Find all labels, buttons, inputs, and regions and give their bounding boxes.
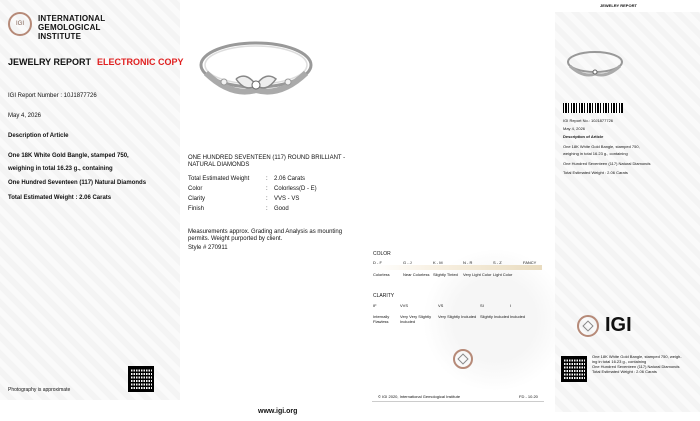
photo-note: Photography is approximate <box>8 387 71 393</box>
website: www.igi.org <box>258 408 298 415</box>
igi-seal-icon: IGI <box>8 12 32 36</box>
grade-desc: Slightly Tinted <box>433 272 458 277</box>
footer-line: One 18K White Gold Bangle, stamped 750, weigh- <box>592 354 682 359</box>
footer-rule <box>372 401 544 402</box>
grading-row: Color : Colorless(D - E) <box>188 186 358 196</box>
grade-desc: Near Colorless <box>403 272 430 277</box>
right-report-number: IGI Report No.: 10J1877726 <box>563 118 614 123</box>
grading-row: Finish : Good <box>188 206 358 216</box>
grade: I <box>510 303 512 308</box>
right-desc-line-1: One 18K White Gold Bangle, stamped 750, <box>563 144 640 149</box>
row-label: Finish <box>188 206 205 212</box>
bangle-thumbnail <box>565 50 625 80</box>
igi-wordmark: IGI <box>605 314 632 336</box>
desc-line-2: weighing in total 16.23 g., containing <box>8 166 113 172</box>
grade-desc: Internally Flawless <box>373 314 390 324</box>
grade: SI <box>480 303 484 308</box>
top-right-title: JEWELRY REPORT <box>600 3 637 8</box>
form-code: FD - 10.20 <box>519 394 538 399</box>
measurements-note: Measurements approx. Grading and Analysis as mounting permits. Weight purported by client. <box>188 229 343 242</box>
description-heading: Description of Article <box>8 133 69 139</box>
row-value: VVS - VS <box>274 196 300 202</box>
report-date: May 4, 2026 <box>8 113 42 119</box>
row-value: Good <box>274 206 289 212</box>
color-grades <box>373 260 553 265</box>
desc-line-1: One 18K White Gold Bangle, stamped 750, <box>8 153 129 159</box>
grade-desc: Light Color <box>493 272 513 277</box>
grade: VS <box>438 303 444 308</box>
right-total-weight: Total Estimated Weight : 2.06 Carats <box>563 170 628 175</box>
grading-row: Total Estimated Weight : 2.06 Carats <box>188 176 358 186</box>
clarity-descriptions <box>373 314 530 324</box>
row-value: 2.06 Carats <box>274 176 306 182</box>
grade: FANCY <box>523 260 537 265</box>
grade-desc: Very Very Slightly Included <box>400 314 432 324</box>
style-number: Style # 270911 <box>188 245 228 251</box>
right-igi-logo <box>577 314 632 337</box>
igi-logo <box>8 12 32 36</box>
footer-line: Total Estimated Weight : 2.06 Carats <box>592 369 657 374</box>
clarity-grades <box>373 303 530 308</box>
grade: N - R <box>463 260 473 265</box>
barcode <box>563 103 623 113</box>
right-diamonds: One Hundred Seventeen (117) Natural Diamonds <box>563 161 651 166</box>
desc-line-3: One Hundred Seventeen (117) Natural Diamonds <box>8 180 147 186</box>
right-desc-line-2: weighing in total 16.23 g., containing <box>563 151 628 156</box>
color-title: COLOR <box>373 251 391 257</box>
igi-seal-icon <box>577 315 599 337</box>
qr-code <box>128 366 154 392</box>
org-name: INTERNATIONAL GEMOLOGICAL INSTITUTE <box>38 14 106 41</box>
footer-line: ing in total 16.23 g., containing <box>592 359 647 364</box>
grading-table <box>188 176 358 216</box>
grade: VVS <box>400 303 409 308</box>
grade: K - M <box>433 260 443 265</box>
report-number: IGI Report Number : 10J1877726 <box>8 93 97 99</box>
row-label: Total Estimated Weight <box>188 176 250 182</box>
grade-desc: Very Light Color <box>463 272 492 277</box>
right-footer-text <box>592 354 697 374</box>
bangle-image <box>196 35 316 105</box>
color-gradient <box>372 265 542 270</box>
total-weight: Total Estimated Weight : 2.06 Carats <box>8 195 112 201</box>
grade-desc: Colorless <box>373 272 390 277</box>
grade: D - F <box>373 260 382 265</box>
grade-desc: Included <box>510 314 526 319</box>
grade-desc: Very Slightly Included <box>438 314 477 319</box>
footer-line: One Hundred Seventeen (117) Natural Diamonds <box>592 364 680 369</box>
grade: S - Z <box>493 260 502 265</box>
grade: G - J <box>403 260 412 265</box>
right-desc-heading: Description of Article <box>563 134 604 139</box>
clarity-title: CLARITY <box>373 293 395 299</box>
copyright: © IGI 2020, International Gemological Institute <box>378 394 461 399</box>
headline: ONE HUNDRED SEVENTEEN (117) ROUND BRILLIANT - NATURAL DIAMONDS <box>188 155 346 168</box>
electronic-copy-label: ELECTRONIC COPY <box>97 57 184 67</box>
right-qr-code <box>561 356 587 382</box>
color-descriptions <box>373 272 523 277</box>
row-label: Color <box>188 186 203 192</box>
grade-desc: Slightly Included <box>480 314 510 319</box>
row-label: Clarity <box>188 196 206 202</box>
report-title: JEWELRY REPORT <box>8 57 92 67</box>
row-value: Colorless(D - E) <box>274 186 317 192</box>
right-date: May 4, 2026 <box>563 126 586 131</box>
grading-row: Clarity : VVS - VS <box>188 196 358 206</box>
grade: IF <box>373 303 377 308</box>
diamond-seal-icon <box>453 349 473 369</box>
